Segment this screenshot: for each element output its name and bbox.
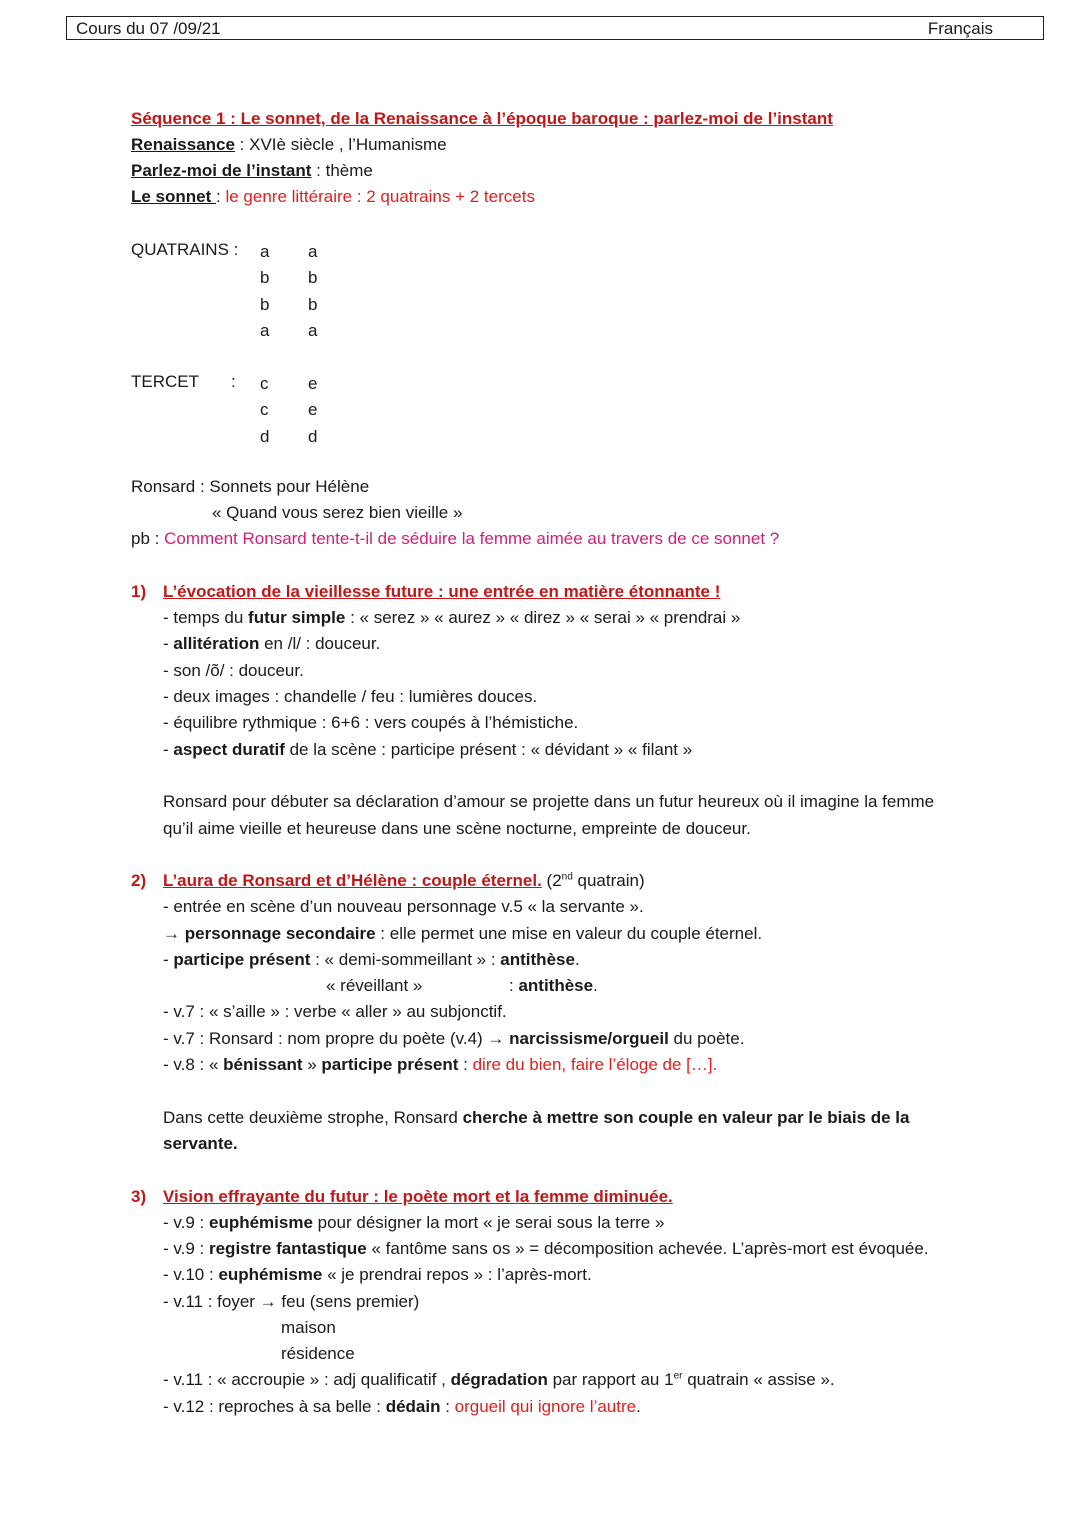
tercet-col1	[260, 371, 269, 450]
tercet-label: TERCET	[131, 372, 199, 391]
part2-item: - entrée en scène d’un nouveau personnage v.5 « la servante ».	[163, 897, 644, 916]
part2-item: « réveillant »	[326, 976, 423, 995]
part3-item: - v.12 : reproches à sa belle : dédain : orgueil qui ignore l’autre.	[163, 1397, 641, 1416]
sonnet-def: le genre littéraire : 2 quatrains + 2 tercets	[225, 187, 535, 206]
sonnet-sep: :	[216, 187, 226, 206]
problem-line	[131, 528, 779, 550]
tercet-colon: :	[231, 372, 236, 391]
rhyme-letter: a	[260, 320, 270, 340]
tercet-col2	[308, 371, 317, 450]
part1-summary: qu’il aime vieille et heureuse dans une scène nocturne, empreinte de douceur.	[163, 819, 751, 838]
part3-item: - v.11 : foyer → feu (sens premier)	[163, 1292, 420, 1311]
part1-title: L’évocation de la vieillesse future : une entrée en matière étonnante !	[163, 582, 721, 601]
part2-summary: servante.	[163, 1134, 238, 1153]
instant-term: Parlez-moi de l’instant	[131, 161, 312, 180]
part3-item: - v.10 : euphémisme « je prendrai repos » : l’après-mort.	[163, 1265, 592, 1284]
rhyme-letter: d	[308, 426, 318, 446]
part2-item: - v.7 : Ronsard : nom propre du poète (v.4) → narcissisme/orgueil du poète.	[163, 1029, 745, 1048]
rhyme-letter: a	[308, 242, 318, 261]
part3-item: - v.11 : « accroupie » : adj qualificatif , dégradation par rapport au 1er quatrain « assise ».	[163, 1370, 835, 1389]
rhyme-letter: b	[308, 294, 318, 314]
sonnet-line	[131, 186, 535, 208]
part1-item: - son /õ/ : douceur.	[163, 661, 304, 680]
page-header	[66, 16, 1044, 40]
part3-item: - v.9 : euphémisme pour désigner la mort « je serai sous la terre »	[163, 1213, 665, 1232]
rhyme-letter: d	[260, 426, 270, 446]
subject-label: Français	[927, 19, 993, 38]
pb-label: pb :	[131, 529, 165, 548]
instant-line	[131, 160, 373, 182]
course-date: Cours du 07 /09/21	[76, 19, 221, 38]
rhyme-letter: b	[260, 294, 270, 314]
part3-title: Vision effrayante du futur : le poète mort et la femme diminuée.	[163, 1187, 673, 1206]
renaissance-line	[131, 134, 447, 156]
part1-item: - équilibre rythmique : 6+6 : vers coupés à l’hémistiche.	[163, 713, 579, 732]
rhyme-letter: b	[308, 268, 318, 288]
author-line: Ronsard : Sonnets pour Hélène	[131, 477, 370, 496]
pb-question: Comment Ronsard tente-t-il de séduire la femme aimée au travers de ce sonnet ?	[164, 529, 780, 548]
part3-subitem: maison	[281, 1318, 336, 1337]
part2-title: L’aura de Ronsard et d’Hélène : couple éternel.	[163, 871, 542, 890]
part1-item: - aspect duratif de la scène : participe présent : « dévidant » « filant »	[163, 740, 693, 759]
sonnet-term: Le sonnet	[131, 187, 217, 206]
part2-item: → personnage secondaire : elle permet une mise en valeur du couple éternel.	[163, 924, 763, 943]
part2-summary: Dans cette deuxième strophe, Ronsard cherche à mettre son couple en valeur par le biais de la	[163, 1108, 910, 1127]
part1-item: - allitération en /l/ : douceur.	[163, 634, 381, 653]
part2-item: - participe présent : « demi-sommeillant » : antithèse.	[163, 950, 580, 969]
part1-item: - deux images : chandelle / feu : lumières douces.	[163, 687, 538, 706]
rhyme-letter: a	[260, 242, 270, 261]
quatrains-col2	[308, 239, 317, 344]
renaissance-term: Renaissance	[131, 135, 235, 154]
part1-item: - temps du futur simple : « serez » « aurez » « direz » « serai » « prendrai »	[163, 608, 741, 627]
instant-def: : thème	[311, 161, 373, 180]
sequence-title: Séquence 1 : Le sonnet, de la Renaissance à l’époque baroque : parlez-moi de l’instant	[131, 109, 833, 128]
part2-item: - v.7 : « s’aille » : verbe « aller » au subjonctif.	[163, 1002, 507, 1021]
part3-subitem: résidence	[281, 1344, 355, 1363]
part3-item: - v.9 : registre fantastique « fantôme sans os » = décomposition achevée. L’après-mort est évoquée.	[163, 1239, 929, 1258]
rhyme-letter: e	[308, 374, 318, 393]
part3-number: 3)	[131, 1187, 147, 1206]
part1-number: 1)	[131, 582, 147, 601]
renaissance-def: : XVIè siècle , l’Humanisme	[234, 135, 447, 154]
rhyme-letter: b	[260, 268, 270, 288]
part2-item: : antithèse.	[509, 976, 598, 995]
part2-item: - v.8 : « bénissant » participe présent : dire du bien, faire l’éloge de […].	[163, 1055, 718, 1074]
quatrains-col1	[260, 239, 269, 344]
part1-summary: Ronsard pour débuter sa déclaration d’amour se projette dans un futur heureux où il imagine la femme	[163, 792, 935, 811]
rhyme-letter: e	[308, 400, 318, 420]
rhyme-letter: a	[308, 320, 318, 340]
part2-heading: L’aura de Ronsard et d’Hélène : couple éternel. (2nd quatrain)	[163, 871, 645, 890]
rhyme-letter: c	[260, 400, 269, 420]
quatrains-label: QUATRAINS :	[131, 240, 239, 259]
rhyme-letter: c	[260, 374, 269, 393]
poem-title: « Quand vous serez bien vieille »	[212, 503, 463, 522]
part2-number: 2)	[131, 871, 147, 890]
